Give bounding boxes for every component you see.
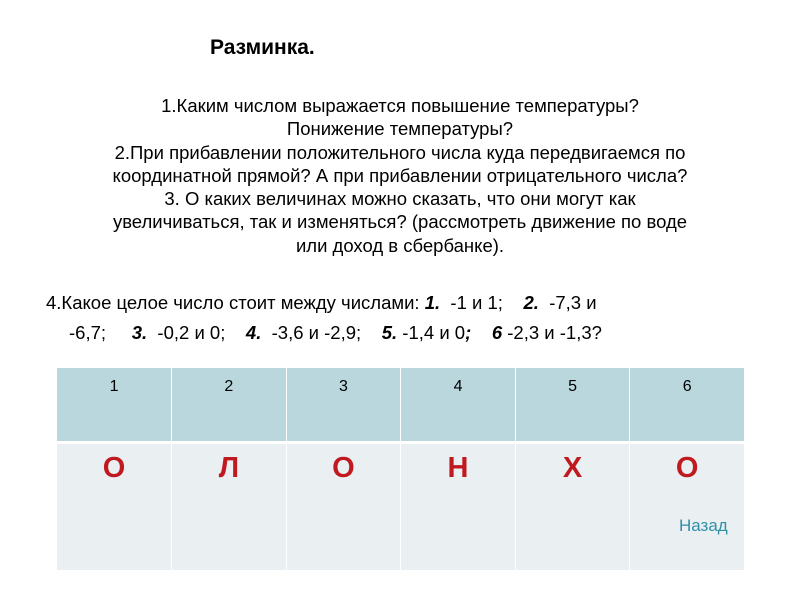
back-link[interactable]: Назад [679, 516, 728, 535]
q4-item-num: 4. [245, 322, 262, 343]
question-line: 1.Каким числом выражается повышение температуры? [161, 95, 639, 116]
column-header: 3 [286, 368, 401, 443]
q4-item-text: -0,2 и 0; [147, 322, 246, 343]
q4-item-text: -1,4 и 0 [397, 322, 466, 343]
questions-block [30, 94, 770, 257]
answer-letter: Л [218, 452, 240, 484]
table-cell [57, 443, 172, 571]
q4-item-num: 6 [491, 322, 503, 343]
answer-letter: О [332, 452, 355, 484]
question-line: 3. О каких величинах можно сказать, что они могут как [164, 188, 636, 210]
table-cell [401, 443, 516, 571]
q4-item-text: -2,3 и -1,3? [502, 322, 602, 343]
question-line: координатной прямой? А при прибавлении отрицательного числа? [112, 164, 688, 186]
answer-letter: О [675, 452, 699, 484]
q4-item-num: 3. [131, 322, 148, 343]
slide-title: Разминка. [210, 36, 315, 59]
answer-table [57, 368, 745, 570]
answer-letter: О [102, 452, 126, 484]
column-header: 2 [172, 368, 287, 443]
answer-letter: Х [562, 452, 583, 484]
table-cell [630, 443, 745, 571]
table-cell [172, 443, 287, 571]
q4-item-num: 5. [381, 322, 398, 343]
column-header: 1 [57, 368, 172, 443]
question-4 [46, 288, 746, 348]
q4-item-text: -7,3 и [538, 292, 597, 313]
column-header: 4 [401, 368, 516, 443]
question-line: 2.При прибавлении положительного числа куда передвигаемся по [114, 141, 686, 163]
q4-item-text: -3,6 и -2,9; [261, 322, 382, 343]
q4-line2-start: -6,7; [69, 322, 132, 343]
question-line: увеличиваться, так и изменяться? (рассмотреть движение по воде [112, 211, 688, 233]
q4-item-text: -1 и 1; [440, 292, 524, 313]
q4-line-2 [46, 318, 746, 348]
table-cell [515, 443, 630, 571]
table-row [57, 443, 745, 571]
q4-gap [471, 322, 492, 343]
q4-item-num: 2. [523, 292, 539, 313]
table-header-row [57, 368, 745, 443]
q4-item-num: 1. [424, 292, 441, 313]
question-line: или доход в сбербанке). [295, 234, 505, 256]
table-cell [286, 443, 401, 571]
question-line: Понижение температуры? [286, 118, 514, 140]
q4-intro: 4.Какое целое число стоит между числами: [46, 292, 425, 313]
column-header: 5 [515, 368, 630, 443]
q4-semicolon: ; [465, 322, 472, 343]
answer-letter: Н [447, 452, 469, 484]
column-header: 6 [630, 368, 745, 443]
